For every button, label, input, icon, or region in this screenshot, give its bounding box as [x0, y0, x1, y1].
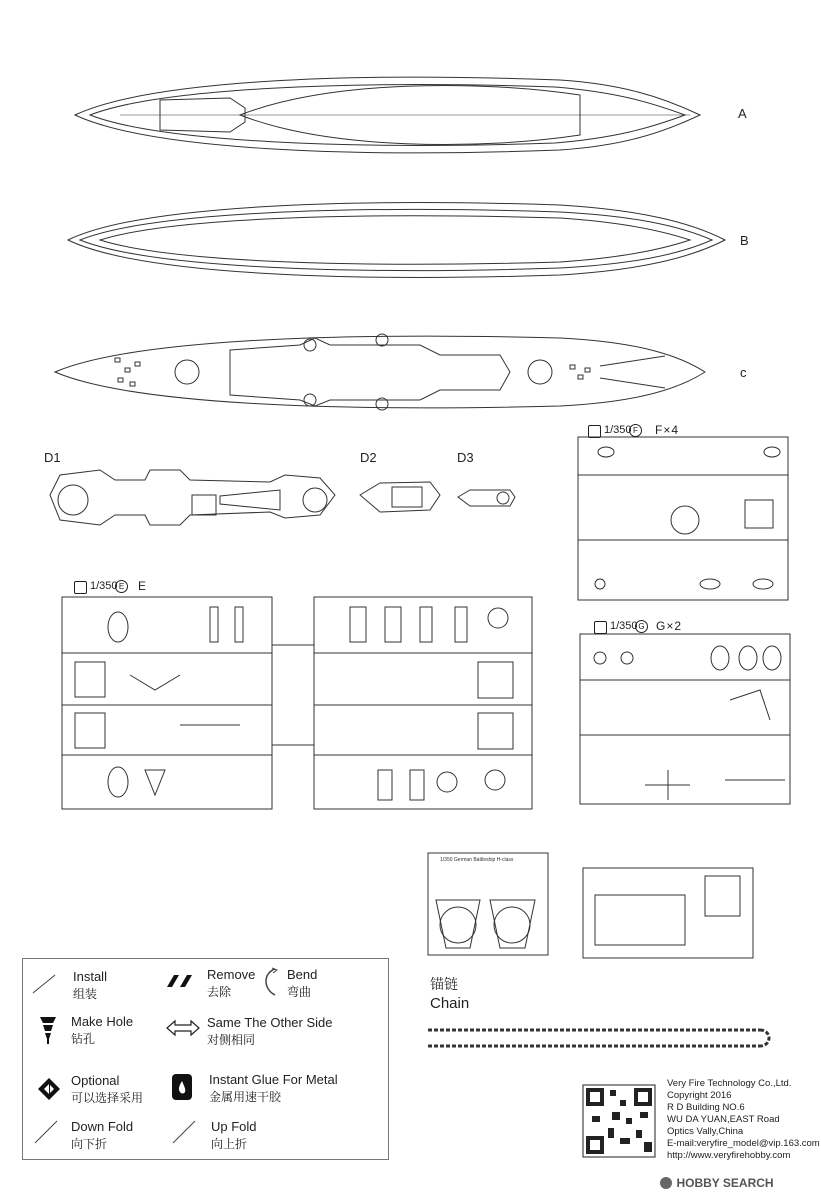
- sprue-f-scale-icon: [588, 425, 601, 438]
- part-d3-drawing: [458, 490, 515, 506]
- legend-down-fold-cn: 向下折: [71, 1137, 108, 1151]
- sprue-f-scale: 1/350: [604, 424, 632, 436]
- legend-remove-cn: 去除: [207, 985, 232, 999]
- sprue-e-drawing: [62, 597, 532, 809]
- legend-make-hole-cn: 钻孔: [71, 1032, 96, 1046]
- watermark-text: HOBBY SEARCH: [676, 1176, 774, 1190]
- sprue-g-scale: 1/350: [610, 620, 638, 632]
- company-info: [667, 1078, 820, 1162]
- company-address-2: WU DA YUAN,EAST Road: [667, 1114, 780, 1125]
- company-name: Very Fire Technology Co.,Ltd.: [667, 1078, 792, 1089]
- bend-icon: [261, 967, 283, 997]
- sprue-g-letter-badge: G: [635, 620, 648, 633]
- legend-glue-en: Instant Glue For Metal: [209, 1072, 338, 1087]
- sprue-e-title: E: [138, 579, 148, 593]
- sprue-f-letter-badge: F: [629, 424, 642, 437]
- legend-same-side-cn: 对侧相同: [207, 1033, 256, 1047]
- part-d2-label: D2: [360, 450, 377, 465]
- watermark-logo-icon: [660, 1177, 672, 1189]
- hull-a-label: A: [738, 106, 747, 121]
- hull-b-label: B: [740, 233, 749, 248]
- legend-bend-cn: 弯曲: [287, 985, 312, 999]
- legend-up-fold-en: Up Fold: [211, 1119, 257, 1134]
- sprue-f-drawing: [578, 437, 788, 600]
- legend-up-fold-cn: 向上折: [211, 1137, 248, 1151]
- company-copyright: Copyright 2016: [667, 1090, 732, 1101]
- chain-label-en: Chain: [430, 995, 470, 1012]
- hull-c-label: c: [740, 365, 747, 380]
- chain-drawing: [428, 1030, 769, 1046]
- hull-view-a: [75, 77, 700, 153]
- part-d3-label: D3: [457, 450, 474, 465]
- hobby-search-watermark: [660, 1174, 774, 1192]
- drill-icon: [39, 1015, 57, 1045]
- company-address-3: Optics Vally,China: [667, 1126, 744, 1137]
- sprue-e-scale-icon: [74, 581, 87, 594]
- legend-make-hole-en: Make Hole: [71, 1014, 134, 1029]
- etched-sheet-caption: 1/350 German Battleship H-class: [440, 857, 514, 863]
- hull-view-b: [68, 203, 725, 278]
- remove-icon: [165, 974, 195, 988]
- sprue-g-drawing: [580, 634, 790, 804]
- install-icon: [31, 971, 57, 995]
- part-d2-drawing: [360, 482, 440, 512]
- optional-icon: [37, 1077, 61, 1101]
- sprue-g-scale-icon: [594, 621, 607, 634]
- company-web: http://www.veryfirehobby.com: [667, 1150, 791, 1161]
- sprue-e-scale: 1/350: [90, 580, 118, 592]
- legend-same-side-en: Same The Other Side: [207, 1015, 333, 1030]
- sprue-g-title: G×2: [656, 619, 683, 633]
- legend-optional-cn: 可以选择采用: [71, 1091, 144, 1105]
- legend-install-en: Install: [73, 969, 107, 984]
- up-fold-icon: [171, 1119, 197, 1145]
- qr-code: [583, 1085, 655, 1157]
- legend-optional-en: Optional: [71, 1073, 120, 1088]
- company-address-1: R D Building NO.6: [667, 1102, 745, 1113]
- legend-down-fold-en: Down Fold: [71, 1119, 134, 1134]
- chain-label-cn: 锚链: [430, 976, 458, 992]
- part-d1-drawing: [50, 470, 335, 525]
- sprue-e-letter-badge: E: [115, 580, 128, 593]
- legend-install-cn: 组装: [73, 987, 98, 1001]
- part-d1-label: D1: [44, 450, 61, 465]
- legend-bend-en: Bend: [287, 967, 318, 982]
- legend-panel: [22, 958, 389, 1160]
- legend-glue-cn: 金属用速干胶: [209, 1090, 282, 1104]
- sprue-f-title: F×4: [655, 423, 680, 437]
- hull-view-c: [55, 334, 705, 410]
- legend-remove-en: Remove: [207, 967, 256, 982]
- etched-sheet-drawing: [428, 853, 753, 958]
- company-email: E-mail:veryfire_model@vip.163.com: [667, 1138, 820, 1149]
- down-fold-icon: [33, 1119, 59, 1145]
- same-other-side-icon: [165, 1019, 201, 1037]
- glue-icon: [171, 1073, 193, 1101]
